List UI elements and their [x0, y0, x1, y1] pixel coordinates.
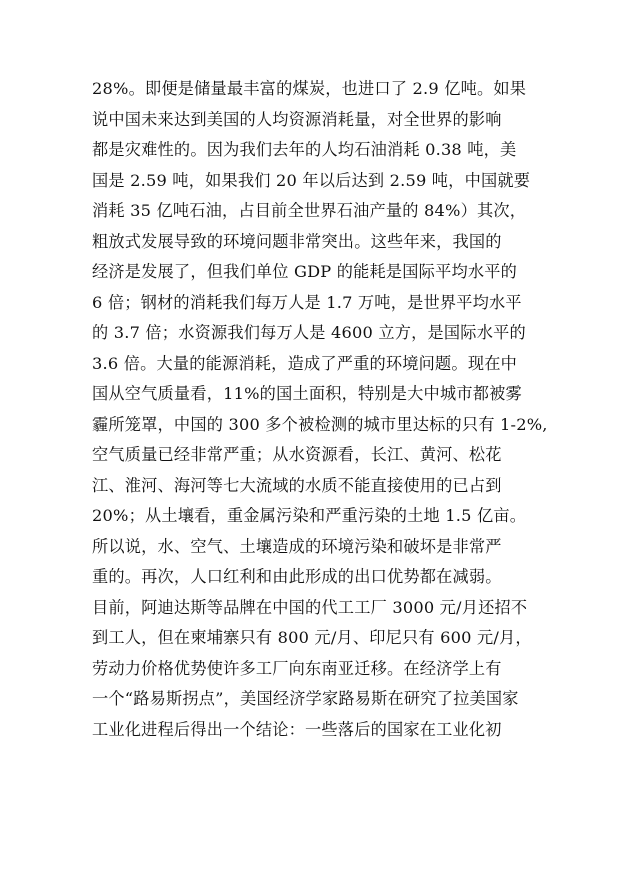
text-line: 江、淮河、海河等七大流域的水质不能直接使用的已占到	[92, 475, 502, 495]
text-line: 20%；从土壤看，重金属污染和严重污染的土地 1.5 亿亩。	[92, 506, 527, 525]
text-line: 所以说，水、空气、土壤造成的环境污染和破坏是非常严	[92, 536, 502, 556]
text-line: 空气质量已经非常严重；从水资源看，长江、黄河、松花	[92, 445, 502, 464]
text-line: 粗放式发展导致的环境问题非常突出。这些年来，我国的	[92, 231, 502, 251]
text-line: 一个“路易斯拐点”，美国经济学家路易斯在研究了拉美国家	[92, 689, 519, 708]
text-line: 工业化进程后得出一个结论：一些落后的国家在工业化初	[92, 719, 502, 739]
text-line: 3.6 倍。大量的能源消耗，造成了严重的环境问题。现在中	[92, 353, 517, 373]
text-line: 国是 2.59 吨，如果我们 20 年以后达到 2.59 吨，中国就要	[92, 170, 531, 190]
text-line: 都是灾难性的。因为我们去年的人均石油消耗 0.38 吨，美	[92, 140, 517, 159]
text-line: 消耗 35 亿吨石油，占目前全世界石油产量的 84%）其次，	[92, 201, 527, 220]
text-line: 霾所笼罩，中国的 300 多个被检测的城市里达标的只有 1-2%,	[92, 414, 548, 434]
text-line: 劳动力价格优势使许多工厂向东南亚迁移。在经济学上有	[92, 658, 502, 678]
text-line: 国从空气质量看，11%的国土面积，特别是大中城市都被雾	[92, 384, 522, 403]
body-paragraph	[92, 74, 562, 745]
text-line: 的 3.7 倍；水资源我们每万人是 4600 立方，是国际水平的	[92, 323, 526, 342]
text-line: 经济是发展了，但我们单位 GDP 的能耗是国际平均水平的	[92, 262, 518, 281]
text-line: 目前，阿迪达斯等品牌在中国的代工工厂 3000 元/月还招不	[92, 597, 528, 617]
text-line: 28%。即便是储量最丰富的煤炭，也进口了 2.9 亿吨。如果	[92, 79, 527, 98]
text-line: 6 倍；钢材的消耗我们每万人是 1.7 万吨，是世界平均水平	[92, 292, 522, 312]
text-line: 到工人，但在柬埔寨只有 800 元/月、印尼只有 600 元/月，	[92, 628, 532, 647]
text-line: 重的。再次，人口红利和由此形成的出口优势都在减弱。	[92, 567, 502, 586]
text-line: 说中国未来达到美国的人均资源消耗量，对全世界的影响	[92, 109, 502, 129]
